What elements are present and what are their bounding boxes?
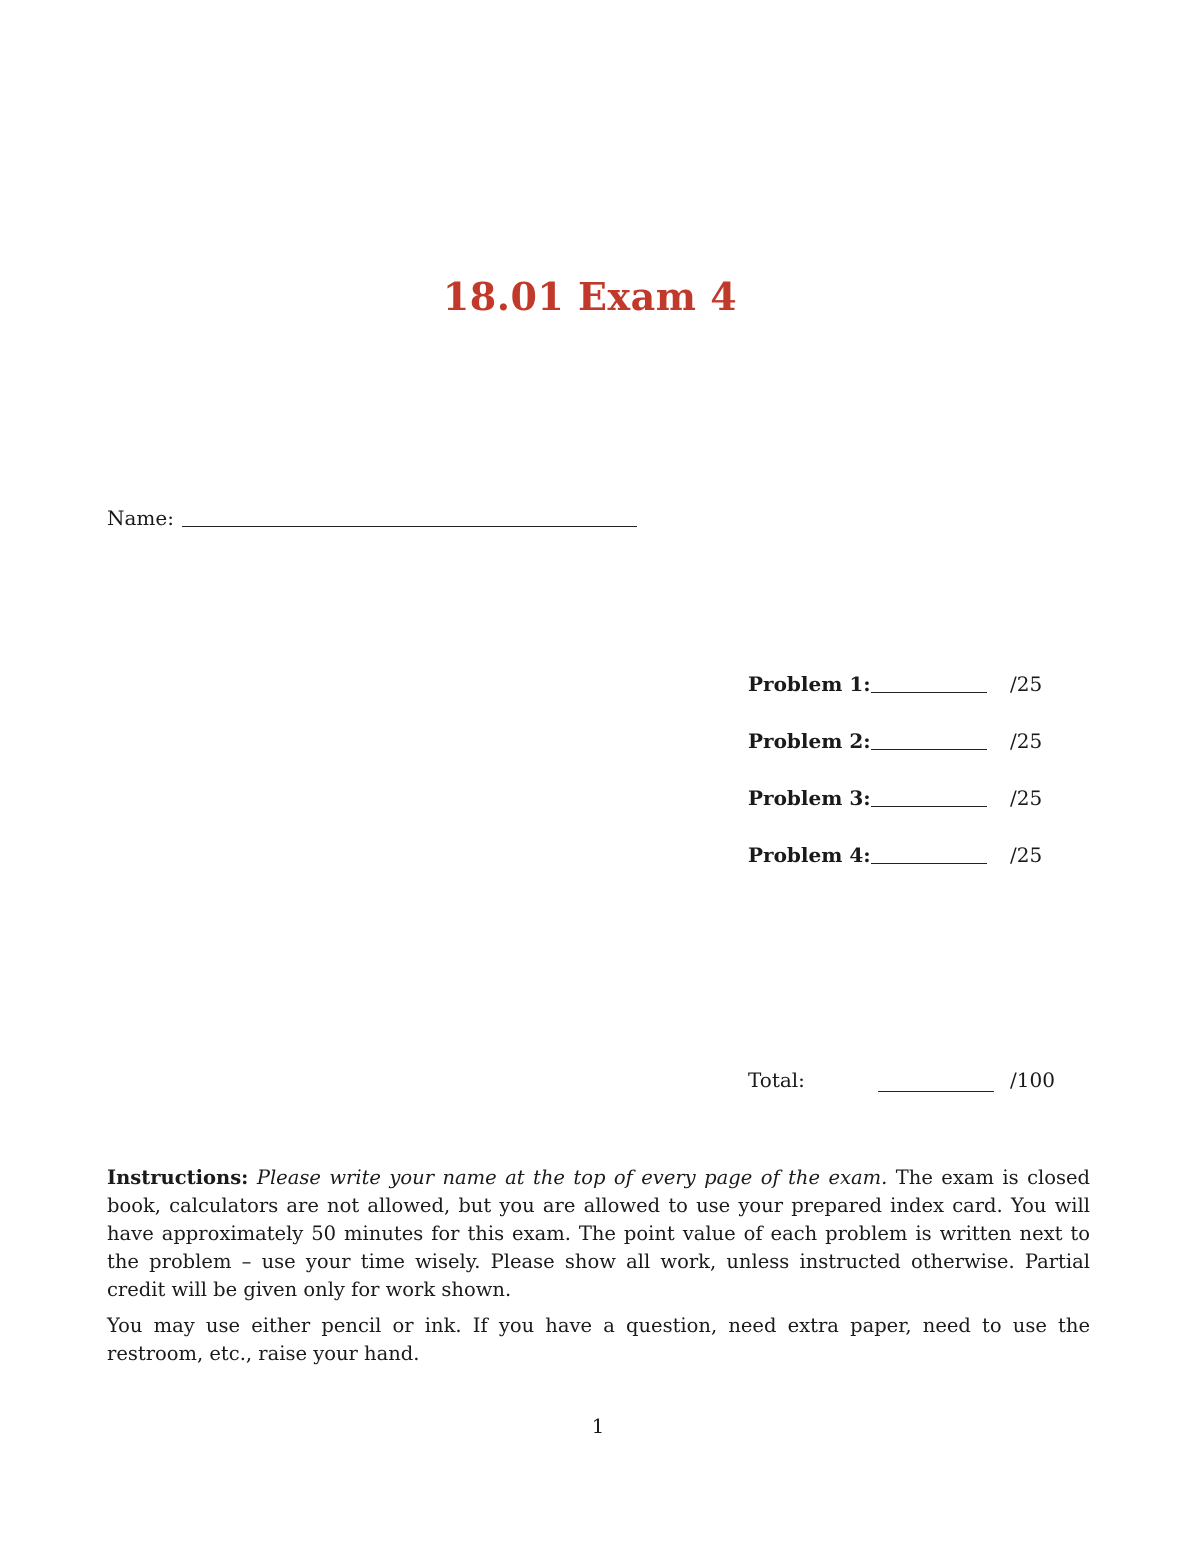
instructions-italic-note: Please write your name at the top of every page of the exam. [256, 1166, 888, 1189]
total-max-points: /100 [1010, 1068, 1055, 1092]
instructions-label: Instructions: [107, 1166, 249, 1189]
total-label: Total: [748, 1068, 805, 1092]
problem-label: Problem 3: [748, 786, 871, 810]
page-number: 1 [591, 1414, 605, 1438]
score-row-problem-3 [748, 786, 987, 810]
score-row-problem-1 [748, 672, 987, 696]
score-blank-line [871, 731, 987, 750]
instructions-paragraph-1 [107, 1164, 1090, 1304]
instructions-block [107, 1164, 1090, 1376]
problem-label: Problem 2: [748, 729, 871, 753]
score-blank-line [871, 788, 987, 807]
score-row-problem-2 [748, 729, 987, 753]
problem-max-points: /25 [1010, 786, 1043, 810]
score-row-problem-4 [748, 843, 987, 867]
name-label: Name: [107, 506, 174, 530]
problem-label: Problem 4: [748, 843, 871, 867]
instructions-paragraph-2: You may use either pencil or ink. If you have a question, need extra paper, need to use the restroom, etc., raise your hand. [107, 1314, 1090, 1365]
problem-max-points: /25 [1010, 843, 1043, 867]
name-field-row [107, 504, 637, 530]
exam-title: 18.01 Exam 4 [442, 274, 738, 319]
total-blank-line [878, 1071, 994, 1092]
score-blank-line [871, 674, 987, 693]
score-blank-line [871, 845, 987, 864]
problem-label: Problem 1: [748, 672, 871, 696]
instructions-body: The exam is closed book, calculators are not allowed, but you are allowed to use your prepared index card. You will have approximately 50 minutes for this exam. The point value of each problem is written next to the problem – use your time wisely. Please show all work, unless instructed otherwise. Partial credit will be given only for work shown. [107, 1166, 1090, 1301]
total-score-row [748, 1068, 1068, 1098]
problem-max-points: /25 [1010, 672, 1043, 696]
name-blank-line [182, 506, 637, 527]
problem-max-points: /25 [1010, 729, 1043, 753]
